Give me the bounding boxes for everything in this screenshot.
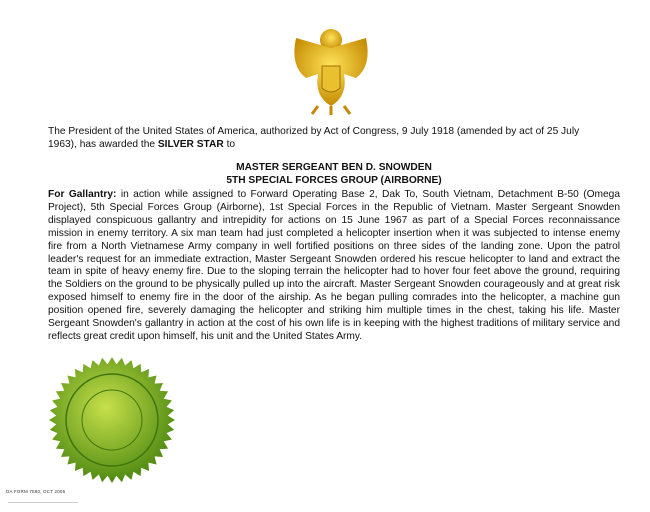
seal-body [49,357,175,483]
award-name: SILVER STAR [157,139,224,150]
statement-text: The President of the United States of America, authorized by Act of Congress, 9 July 1918 (amended by act of 25 July 1963), has awarded the [48,126,580,150]
recipient-name: MASTER SERGEANT BEN D. SNOWDEN [236,162,432,173]
form-number: DA FORM 7580, OCT 2005 [6,489,66,494]
footer-rule [8,502,78,503]
statement-text-end: to [223,139,236,150]
recipient-unit: 5TH SPECIAL FORCES GROUP (AIRBORNE) [226,174,442,186]
citation-text: in action while assigned to Forward Operating Base 2, Dak To, South Vietnam, Detachment B-50 (Omega Project), 5th Special Forces Group (Airborne), 1st Special Forces in the Republic of Vietnam. Master Sergeant Snowden displayed conspicuous gallantry and intrepidity for actions on 15 June 1967 as part of a Special Forces reconnaissance mission in enemy territory. A six man team had just completed a helicopter insertion when it was subjected to intense enemy fire from a North Vietnamese Army company in well fortified positions on three sides of the landing zone. Upon the patrol leader's request for an immediate extraction, Master Sergeant Snowden ordered his rescue helicopter to land and extract the team in spite of heavy enemy fire. Due to the sloping terrain the helicopter had to hover four feet above the ground, requiring the Soldiers on the ground to be physically pulled up into the aircraft. Master Sergeant Snowden courageously and at great risk exposed himself to enemy fire in the door of the airship. As he began pulling comrades into the helicopter, a machine gun position opened fire, severely damaging the helicopter and striking him multiple times in the chest, taking his life. Master Sergeant Snowden's gallantry in action at the cost of his own life is in keeping with the highest traditions of military service and reflects great credit upon himself, his unit and the United States Army. [48,189,620,342]
citation-heading: For Gallantry: [48,189,117,200]
recipient-block [48,162,620,187]
award-statement [48,125,608,151]
citation [48,189,620,344]
great-seal-eagle-icon [288,26,374,116]
army-seal-icon [48,356,176,484]
